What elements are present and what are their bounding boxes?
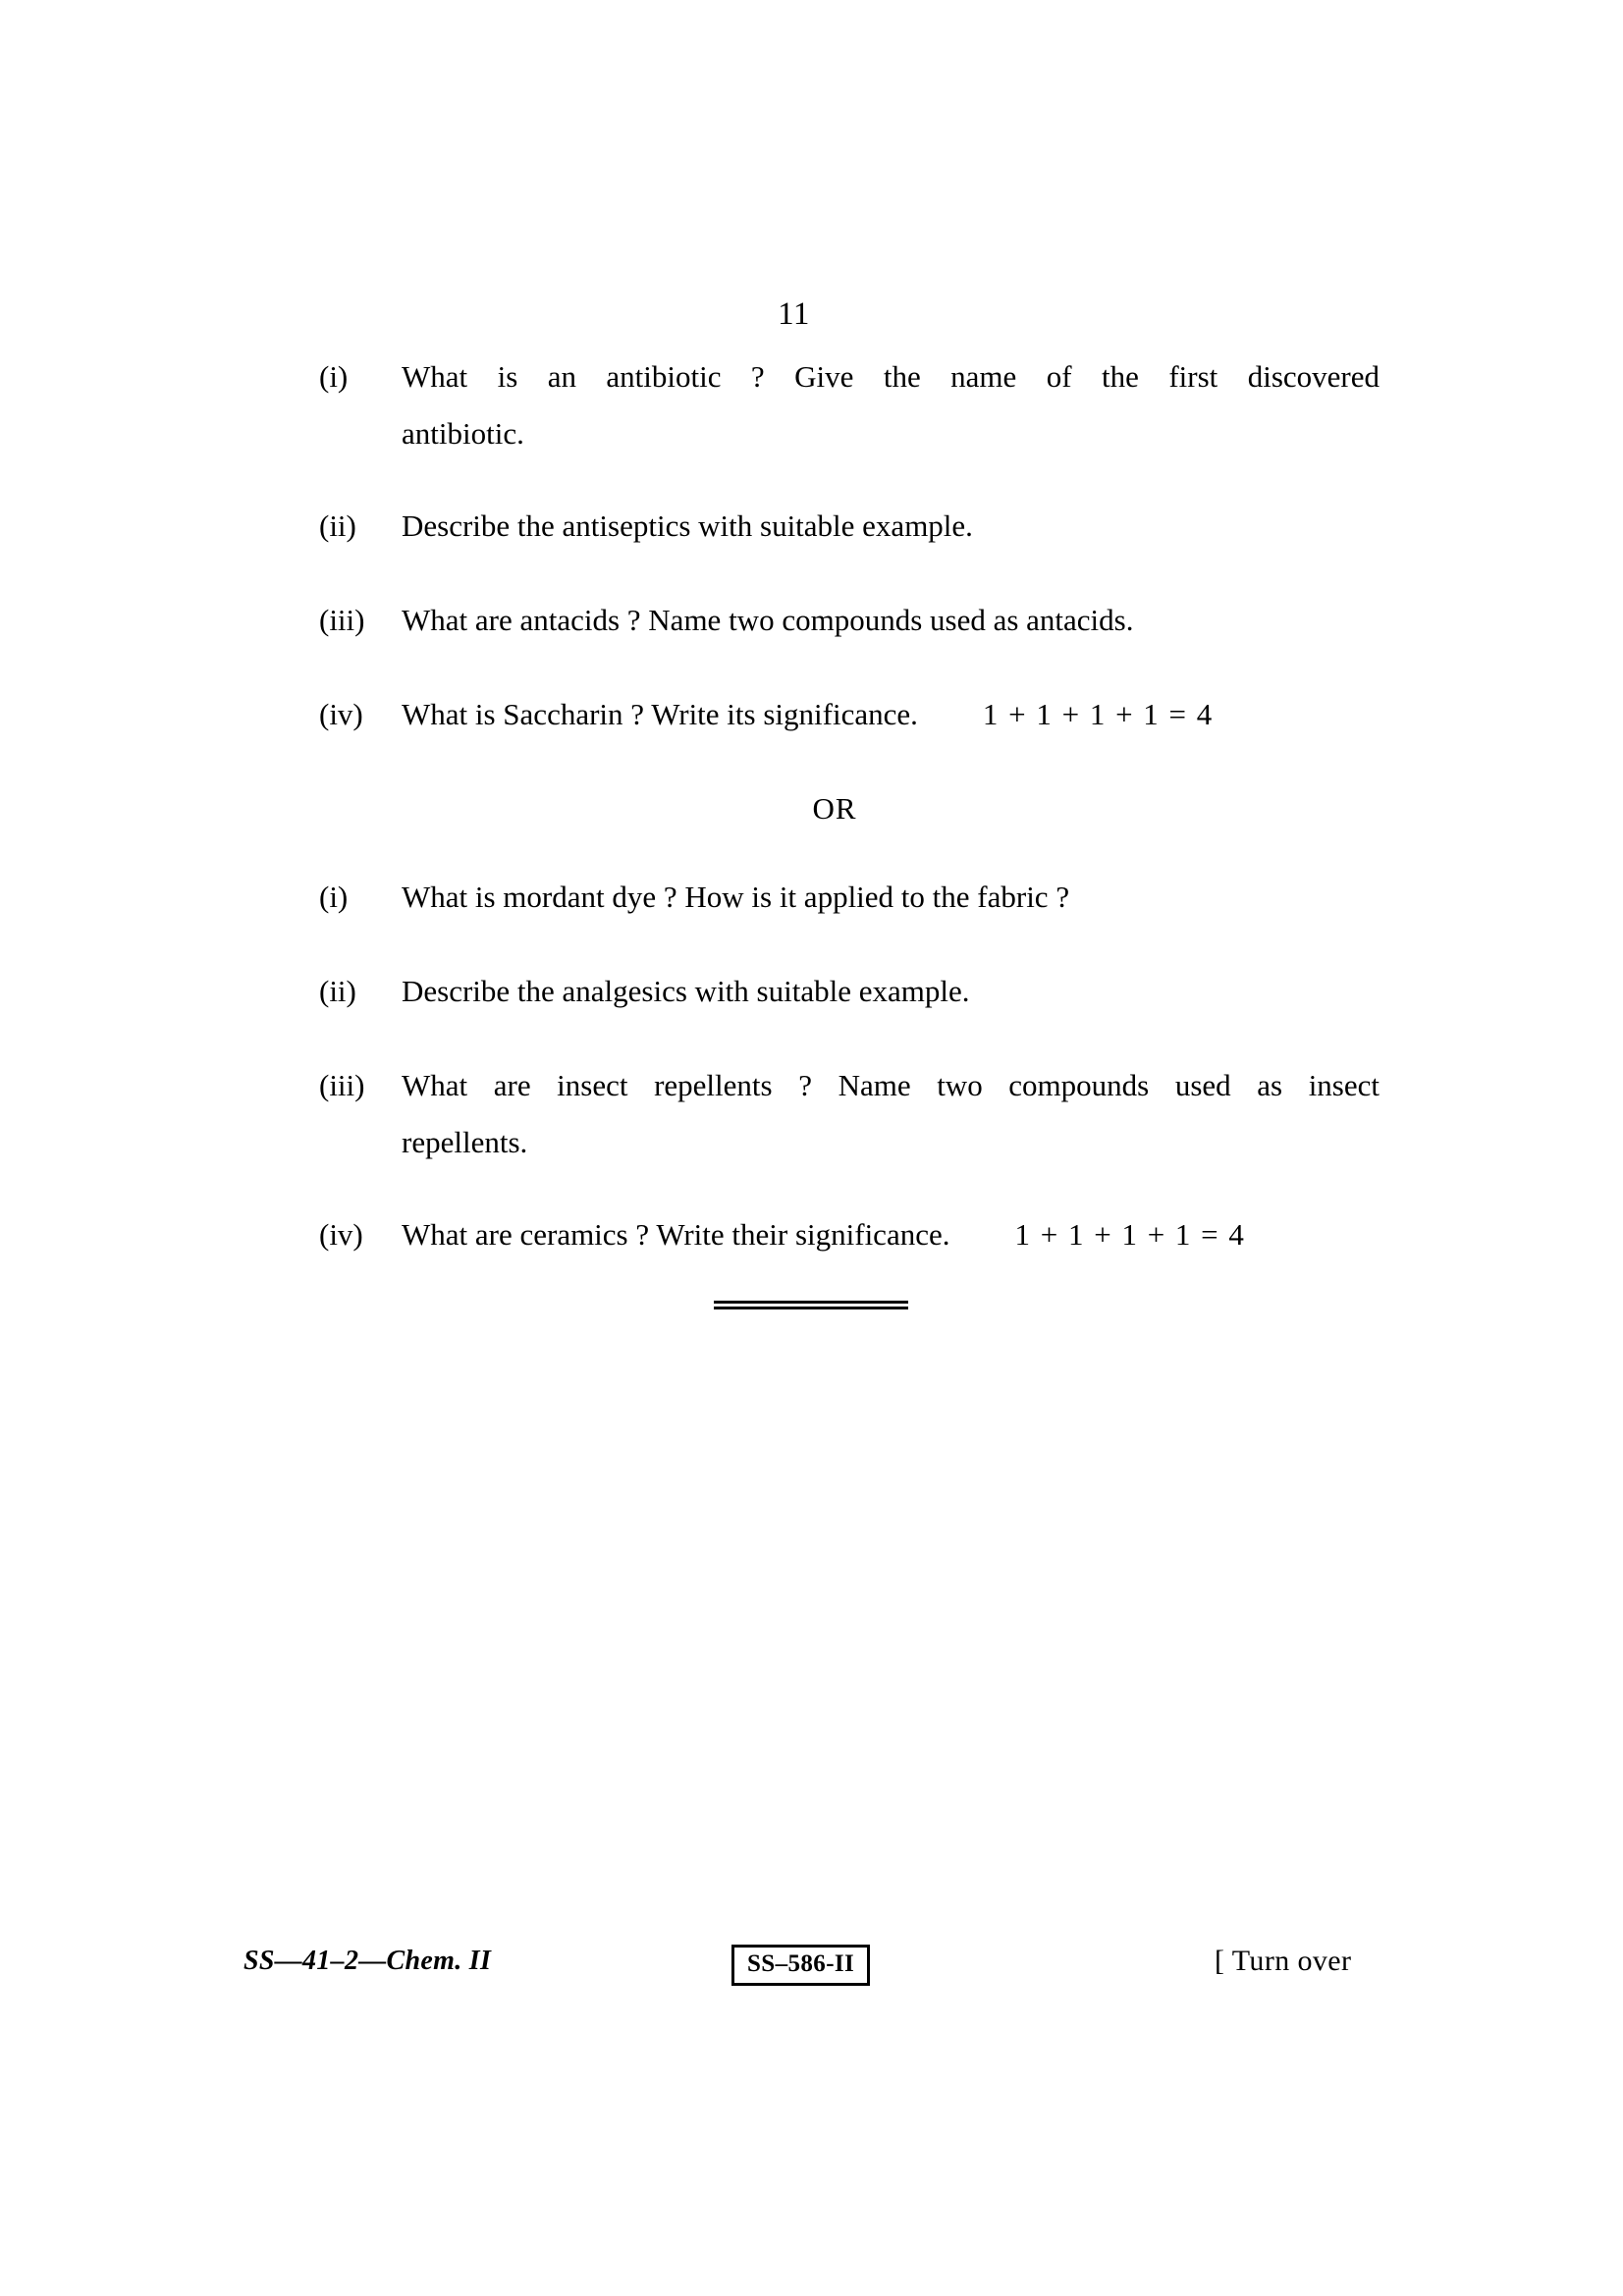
question-marker: (i) xyxy=(319,880,349,914)
rule-line-top xyxy=(714,1301,908,1304)
question-line: repellents. xyxy=(402,1125,528,1159)
question-marker: (iii) xyxy=(319,1068,365,1102)
question-line: What are insect repellents ? Name two compounds used as insect xyxy=(402,1068,1380,1102)
question-line xyxy=(402,1206,1380,1263)
marks-allocation: 1 + 1 + 1 + 1 = 4 xyxy=(1014,1217,1246,1252)
question-item xyxy=(319,686,1380,743)
question-item xyxy=(319,1057,1380,1171)
section-end-rule xyxy=(714,1301,908,1309)
question-marker: (ii) xyxy=(319,974,356,1008)
question-body xyxy=(402,869,1380,926)
question-item xyxy=(319,498,1380,555)
question-item xyxy=(319,869,1380,926)
question-marker: (iii) xyxy=(319,603,365,637)
question-marker: (i) xyxy=(319,359,349,394)
footer-turn-over-note: [ Turn over xyxy=(1215,1945,1352,1977)
question-block-two xyxy=(319,869,1380,1301)
question-text: What are ceramics ? Write their significance. xyxy=(402,1217,950,1252)
question-item xyxy=(319,348,1380,462)
question-marker: (iv) xyxy=(319,1217,363,1252)
question-line: Describe the antiseptics with suitable example. xyxy=(402,508,973,543)
question-line: What is an antibiotic ? Give the name of the first discovered xyxy=(402,359,1380,394)
footer-paper-code: SS—41–2—Chem. II xyxy=(243,1946,492,1976)
footer-boxed-code: SS–586-II xyxy=(731,1945,870,1986)
page-number-value: 11 xyxy=(778,296,810,332)
question-body xyxy=(402,592,1380,649)
question-line: antibiotic. xyxy=(402,416,524,451)
question-item xyxy=(319,963,1380,1020)
question-item xyxy=(319,592,1380,649)
or-label: OR xyxy=(812,791,857,826)
question-line: Describe the analgesics with suitable example. xyxy=(402,974,970,1008)
question-body xyxy=(402,686,1380,743)
question-body xyxy=(402,1206,1380,1263)
question-body xyxy=(402,348,1380,462)
marks-allocation: 1 + 1 + 1 + 1 = 4 xyxy=(982,697,1214,731)
question-line: What are antacids ? Name two compounds used as antacids. xyxy=(402,603,1134,637)
question-body xyxy=(402,498,1380,555)
question-marker: (iv) xyxy=(319,697,363,731)
question-line: What is mordant dye ? How is it applied to the fabric ? xyxy=(402,880,1070,914)
page-number xyxy=(0,294,1623,334)
page-footer xyxy=(0,1939,1623,1998)
question-text: What is Saccharin ? Write its significance. xyxy=(402,697,918,731)
question-body xyxy=(402,1057,1380,1171)
question-body xyxy=(402,963,1380,1020)
question-line xyxy=(402,686,1380,743)
question-block-one xyxy=(319,348,1380,780)
question-marker: (ii) xyxy=(319,508,356,543)
question-item xyxy=(319,1206,1380,1263)
or-divider xyxy=(319,780,1380,837)
rule-line-bottom xyxy=(714,1307,908,1309)
